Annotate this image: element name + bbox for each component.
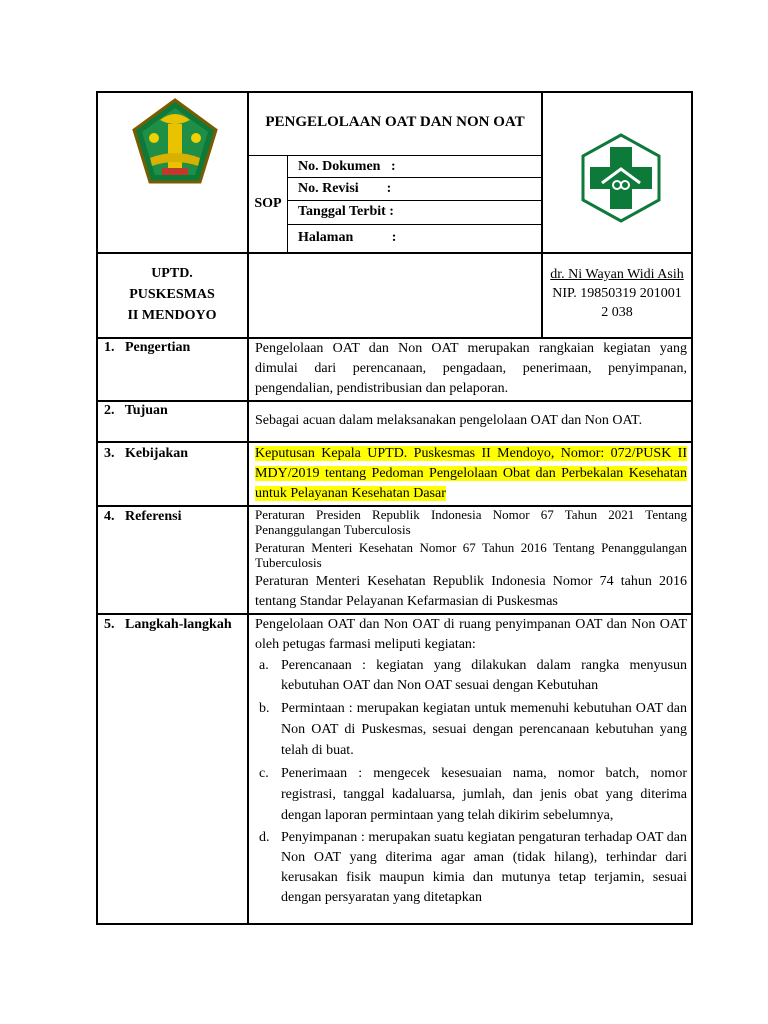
- divider: [247, 91, 249, 925]
- divider: [288, 177, 542, 178]
- reference-item: Peraturan Menteri Kesehatan Nomor 67 Tahun 2016 Tentang Penanggulangan Tuberculosis: [255, 540, 687, 570]
- regency-emblem-icon: [132, 98, 218, 186]
- list-item: [255, 698, 687, 761]
- puskesmas-cross-icon: [580, 133, 662, 223]
- list-marker: a.: [259, 658, 269, 673]
- list-item: [255, 828, 687, 908]
- list-item: [255, 763, 687, 826]
- org-name: [98, 263, 246, 326]
- doc-field-page: Halaman :: [298, 230, 397, 245]
- signer-nip: NIP. 19850319 201001: [552, 286, 682, 301]
- list-text: Perencanaan : kegiatan yang dilakukan dalam rangka menyusun kebutuhan OAT dan Non OAT sesuai dengan Kebutuhan: [281, 658, 687, 693]
- divider: [287, 156, 288, 252]
- list-marker: d.: [259, 830, 270, 845]
- org-line: II MENDOYO: [127, 308, 217, 323]
- steps-list: [255, 656, 687, 908]
- reference-item: Peraturan Menteri Kesehatan Republik Indonesia Nomor 74 tahun 2016 tentang Standar Pelayanan Kefarmasian di Puskesmas: [255, 574, 687, 609]
- org-line: UPTD.: [151, 266, 193, 281]
- divider: [288, 224, 542, 225]
- divider: [248, 155, 542, 156]
- section-label: 2. Tujuan: [104, 403, 168, 418]
- org-line: PUSKESMAS: [129, 287, 215, 302]
- doc-field-number: No. Dokumen :: [298, 159, 396, 174]
- doc-field-issue-date: Tanggal Terbit :: [298, 204, 394, 219]
- signer-block: [543, 265, 691, 322]
- doc-field-revision: No. Revisi :: [298, 181, 392, 196]
- list-text: Penyimpanan : merupakan suatu kegiatan pengaturan terhadap OAT dan Non OAT yang diterima agar aman (tidak hilang), terhindar dari kerusakan fisik maupun kimia dan mutunya tetap terjamin, sesuai dengan persyaratan yang ditetapkan: [281, 830, 687, 905]
- section-label: 5. Langkah-langkah: [104, 617, 232, 632]
- section-text: Pengelolaan OAT dan Non OAT di ruang penyimpanan OAT dan Non OAT oleh petugas farmasi meliputi kegiatan:: [255, 617, 687, 652]
- section-label: 4. Referensi: [104, 509, 182, 524]
- section-text: Pengelolaan OAT dan Non OAT merupakan rangkaian kegiatan yang dimulai dari perencanaan, pengadaan, penerimaan, penyimpanan, pengendalian, pendistribusian dan pelaporan.: [255, 341, 687, 396]
- divider: [96, 400, 693, 402]
- divider: [96, 441, 693, 443]
- section-label: 1. Pengertian: [104, 340, 191, 355]
- section-text: [255, 444, 687, 504]
- section-label: 3. Kebijakan: [104, 446, 189, 461]
- highlighted-text: Keputusan Kepala UPTD. Puskesmas II Mendoyo, Nomor: 072/PUSK II MDY/2019 tentang Pedoman Pengelolaan Obat dan Perbekalan Kesehatan untuk Pelayanan Kesehatan Dasar: [255, 446, 687, 501]
- sop-label: SOP: [254, 196, 282, 211]
- divider: [288, 200, 542, 201]
- list-text: Penerimaan : mengecek kesesuaian nama, nomor batch, nomor registrasi, tanggal kadaluarsa, jumlah, dan jenis obat yang diterima dengan laporan permintaan yang telah dikirim sebelumnya,: [281, 766, 687, 823]
- signer-nip: 2 038: [601, 305, 633, 320]
- list-item: [255, 656, 687, 696]
- reference-item: Peraturan Presiden Republik Indonesia Nomor 67 Tahun 2021 Tentang Penanggulangan Tuberculosis: [255, 507, 687, 537]
- divider: [96, 252, 693, 254]
- section-text: Sebagai acuan dalam melaksanakan pengelolaan OAT dan Non OAT.: [255, 413, 643, 428]
- list-text: Permintaan : merupakan kegiatan untuk memenuhi kebutuhan OAT dan Non OAT di Puskesmas, sesuai dengan perencanaan kebutuhan yang telah di buat.: [281, 701, 687, 758]
- list-marker: c.: [259, 766, 269, 781]
- page-title: PENGELOLAAN OAT DAN NON OAT: [265, 114, 525, 130]
- list-marker: b.: [259, 701, 270, 716]
- signer-name: dr. Ni Wayan Widi Asih: [550, 267, 684, 282]
